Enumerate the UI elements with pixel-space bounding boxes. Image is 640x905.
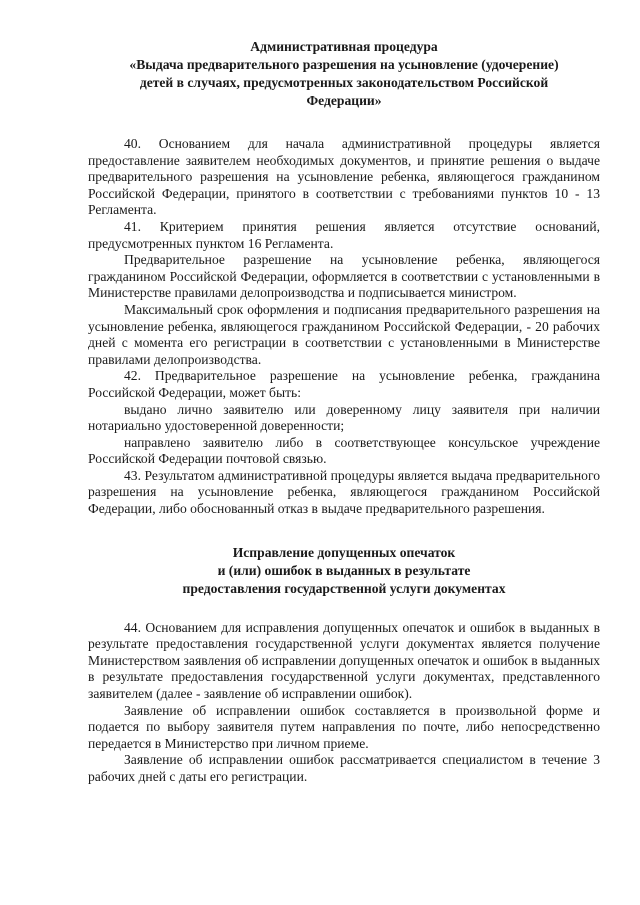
title-line: предоставления государственной услуги документах	[182, 580, 506, 596]
title-line: Исправление допущенных опечаток	[232, 544, 456, 560]
paragraph-41: 41. Критерием принятия решения является отсутствие оснований, предусмотренных пунктом 16 Регламента.	[88, 218, 600, 251]
paragraph: Максимальный срок оформления и подписания предварительного разрешения на усыновление ребенка, являющегося гражданином Российской Федерации, - 20 рабочих дней с момента его регистрации в соответствии с установленными в Министерстве правилами делопроизводства.	[88, 301, 600, 367]
document-page	[88, 38, 600, 786]
paragraph: Заявление об исправлении ошибок составляется в произвольной форме и подается по выбору заявителя путем направления по почте, либо непосредственно передается в Министерство при личном приеме.	[88, 702, 600, 751]
paragraph: выдано лично заявителю или доверенному лицу заявителя при наличии нотариально удостоверенной доверенности;	[88, 401, 600, 434]
paragraph-42: 42. Предварительное разрешение на усыновление ребенка, гражданина Российской Федерации, может быть:	[88, 368, 600, 400]
title-line: и (или) ошибок в выданных в результате	[217, 562, 471, 578]
section-title-procedure	[88, 38, 600, 110]
title-line: Административная процедура	[250, 39, 438, 54]
section-title-corrections	[88, 544, 600, 598]
paragraph: направлено заявителю либо в соответствующее консульское учреждение Российской Федерации почтовой связью.	[88, 434, 600, 467]
paragraph: Предварительное разрешение на усыновление ребенка, являющегося гражданином Российской Федерации, оформляется в соответствии с установленными в Министерстве правилами делопроизводства и подписывается министром.	[88, 252, 600, 301]
title-line: Федерации»	[306, 93, 382, 108]
title-line: детей в случаях, предусмотренных законодательством Российской	[139, 75, 549, 90]
paragraph-43: 43. Результатом административной процедуры является выдача предварительного разрешения на усыновление ребенка, являющегося гражданином Российской Федерации, либо обоснованный отказ в выдаче предварительного разрешения.	[88, 467, 600, 517]
paragraph-44: 44. Основанием для исправления допущенных опечаток и ошибок в выданных в результате предоставления государственной услуги документах является получение Министерством заявления об исправлении допущенных опечаток и ошибок в выданных в результате предоставления государственной услуги документах, представленного заявителем (далее - заявление об исправлении ошибок).	[88, 619, 601, 702]
paragraph-40: 40. Основанием для начала административной процедуры является предоставление заявителем необходимых документов, и принятие решения о выдаче предварительного разрешения на усыновление ребенка, являющегося гражданином Российской Федерации, принятого в соответствии с требованиями пунктов 10 - 13 Регламента.	[88, 136, 600, 218]
paragraph: Заявление об исправлении ошибок рассматривается специалистом в течение 3 рабочих дней с даты его регистрации.	[88, 752, 600, 784]
title-line: «Выдача предварительного разрешения на усыновление (удочерение)	[129, 57, 559, 72]
